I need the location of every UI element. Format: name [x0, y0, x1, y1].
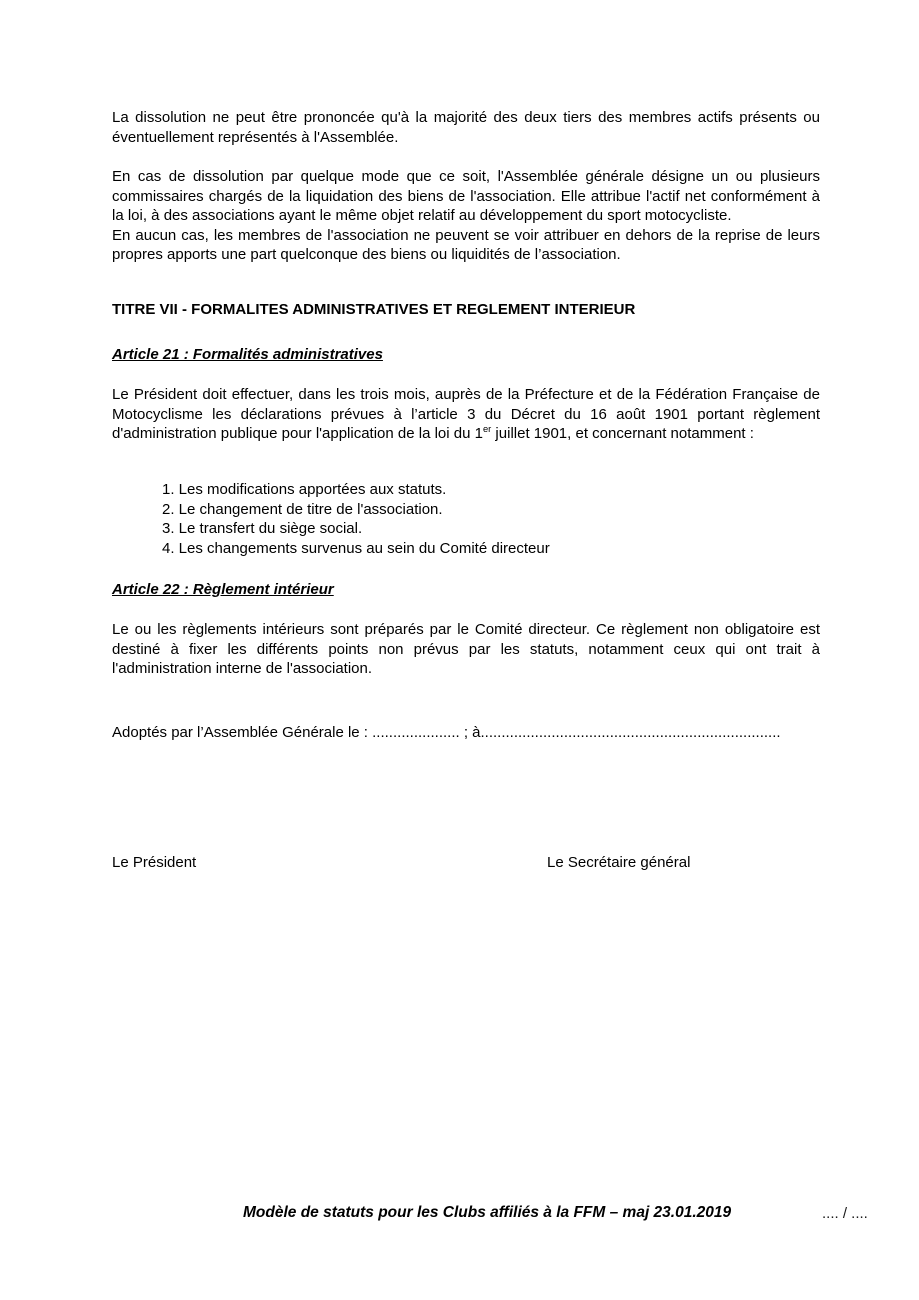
list-item-title-change: 2. Le changement de titre de l'association.	[162, 500, 443, 518]
article-21-heading: Article 21 : Formalités administratives	[112, 346, 383, 363]
paragraph-no-attribution: En aucun cas, les membres de l'association ne peuvent se voir attribuer en dehors de la reprise de leurs propres apports une part quelconque des biens ou liquidités de l’association.	[112, 226, 820, 263]
article-21-body-start: Le Président doit effectuer, dans les trois mois, auprès de la Préfecture et de la Fédération Française de Motocyclisme les déclarations prévues à l’article 3 du Décret du 16 août 1901 portant règlement d'administration publique pour l'application de la loi du 1	[112, 386, 820, 442]
title-vii-heading: TITRE VII - FORMALITES ADMINISTRATIVES ET REGLEMENT INTERIEUR	[112, 301, 636, 318]
article-22-heading: Article 22 : Règlement intérieur	[112, 581, 334, 598]
list-item-committee-changes: 4. Les changements survenus au sein du Comité directeur	[162, 539, 550, 557]
article-21-body	[112, 385, 820, 444]
secretary-signature-label: Le Secrétaire général	[547, 854, 691, 871]
list-item-statutes-modifications: 1. Les modifications apportées aux statuts.	[162, 481, 447, 498]
ordinal-superscript: er	[482, 424, 492, 434]
page-number-placeholder: .... / ....	[822, 1205, 868, 1222]
signature-row	[112, 853, 820, 873]
paragraph-dissolution-majority: La dissolution ne peut être prononcée qu'à la majorité des deux tiers des membres actifs présents ou éventuellement représentés à l'Assemblée.	[112, 109, 820, 146]
paragraph-dissolution-liquidation: En cas de dissolution par quelque mode que ce soit, l'Assemblée générale désigne un ou plusieurs commissaires chargés de la liquidation des biens de l'association. Elle attribue l'actif net conformément à la loi, à des associations ayant le même objet relatif au développement du sport motocycliste.	[112, 168, 820, 224]
president-signature-label: Le Président	[112, 854, 197, 871]
article-21-body-end: juillet 1901, et concernant notamment :	[491, 425, 754, 442]
list-item-headquarters-transfer: 3. Le transfert du siège social.	[162, 520, 363, 537]
declarations-list	[112, 480, 820, 558]
footer-document-title: Modèle de statuts pour les Clubs affiliés à la FFM – maj 23.01.2019	[243, 1204, 732, 1221]
article-22-body: Le ou les règlements intérieurs sont préparés par le Comité directeur. Ce règlement non obligatoire est destiné à fixer les différents points non prévus par les statuts, notamment ceux qui ont trait à l'administration interne de l'association.	[112, 621, 820, 677]
adoption-date-place-line: Adoptés par l’Assemblée Générale le : ..................... ; à........................................................................	[112, 724, 781, 741]
